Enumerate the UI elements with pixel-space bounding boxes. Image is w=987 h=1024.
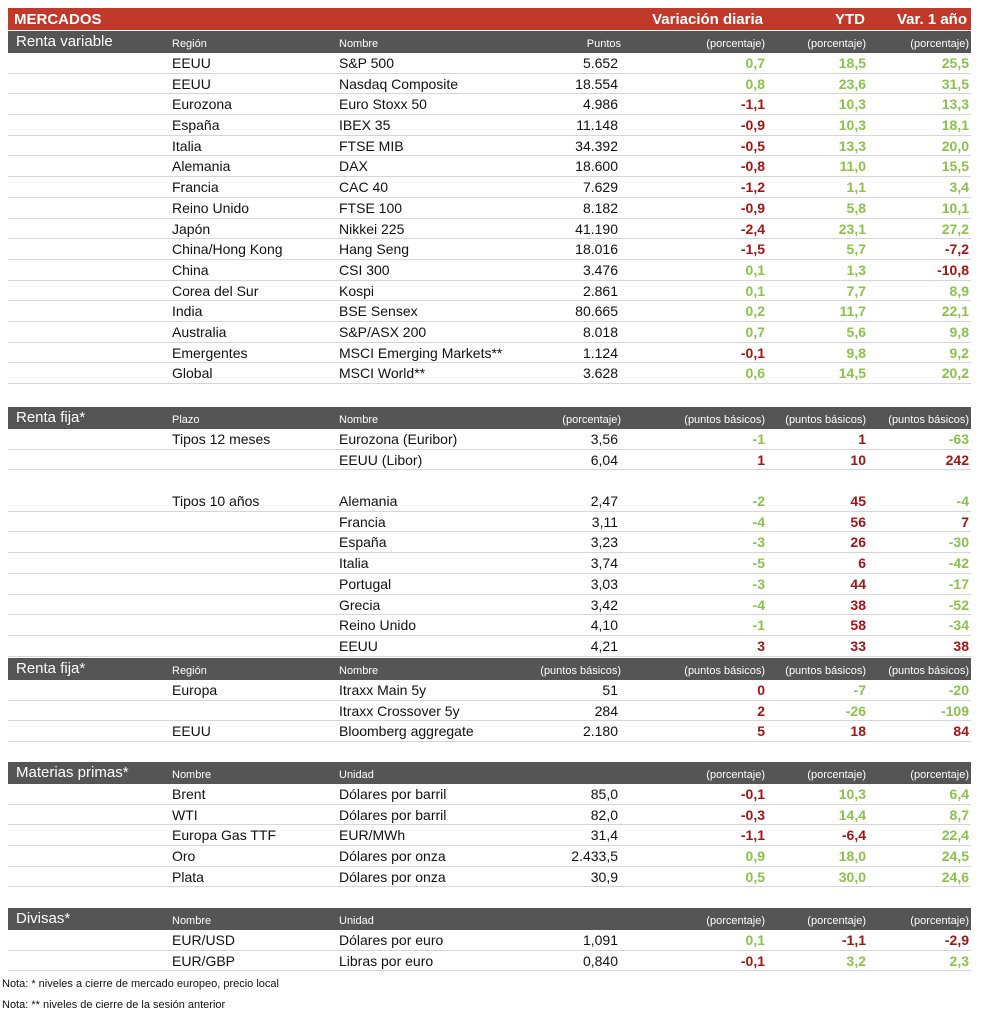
cell-value: 2.180 [582, 723, 618, 740]
cell-label: WTI [172, 806, 198, 823]
table-row [8, 53, 971, 74]
table-row [8, 219, 971, 240]
cell-label: EUR/USD [172, 932, 236, 948]
cell-value: 3,74 [590, 555, 618, 572]
cell-name: Dólares por barril [339, 786, 447, 802]
cell-ytd: 7,7 [846, 282, 866, 299]
cell-year: -20 [948, 682, 969, 698]
cell-daily: -1,2 [740, 179, 765, 196]
cell-value: 85,0 [590, 786, 618, 802]
table-row [8, 281, 971, 302]
table-row [8, 136, 971, 157]
cell-ytd: 14,4 [838, 806, 866, 823]
cell-label: Emergentes [172, 344, 248, 361]
cell-daily: 0,1 [745, 261, 765, 278]
cell-daily: 0,1 [745, 932, 765, 948]
table-row [8, 532, 971, 553]
cell-daily: 0,9 [745, 848, 765, 865]
cell-daily: -0,5 [740, 137, 765, 154]
title-bar [8, 8, 971, 30]
cell-name: Alemania [339, 493, 398, 510]
cell-year: 242 [945, 451, 969, 468]
cell-year: 24,6 [941, 868, 969, 885]
cell-value: 80.665 [575, 303, 618, 320]
cell-value: 3,03 [590, 575, 618, 592]
column-header: Plazo [172, 414, 200, 426]
table-row [8, 177, 971, 198]
cell-year: 22,1 [941, 303, 969, 320]
column-header: (puntos básicos) [684, 414, 765, 426]
cell-ytd: 38 [850, 596, 866, 613]
section-header [8, 908, 971, 930]
cell-ytd: 11,0 [839, 158, 866, 175]
table-row [8, 574, 971, 595]
cell-value: 8.182 [582, 199, 618, 216]
page-title: MERCADOS [14, 11, 102, 28]
section-title: Renta fija* [16, 660, 86, 677]
cell-year: 8,7 [949, 806, 969, 823]
column-header: (puntos básicos) [540, 665, 621, 677]
cell-daily: 0,8 [745, 75, 765, 92]
section-rows [8, 784, 971, 887]
cell-name: BSE Sensex [339, 303, 418, 320]
table-row [8, 930, 971, 951]
column-header: Unidad [339, 915, 374, 927]
footnote: Nota: * niveles a cierre de mercado europeo, precio local [2, 978, 279, 990]
cell-name: IBEX 35 [339, 117, 391, 134]
cell-value: 3.628 [582, 365, 618, 382]
column-header: Unidad [339, 769, 374, 781]
column-header: Región [172, 665, 207, 677]
cell-label: Plata [172, 868, 204, 885]
cell-name: FTSE MIB [339, 137, 404, 154]
column-header: (porcentaje) [910, 769, 969, 781]
cell-year: 15,5 [941, 158, 969, 175]
column-header: (puntos básicos) [888, 665, 969, 677]
table-row [8, 553, 971, 574]
table-row [8, 94, 971, 115]
cell-value: 6,04 [590, 451, 618, 468]
header-var-anual: Var. 1 año [896, 11, 967, 28]
cell-ytd: -6,4 [841, 827, 866, 844]
cell-name: S&P 500 [339, 55, 395, 71]
cell-year: 9,2 [949, 344, 969, 361]
cell-ytd: 9,8 [846, 344, 866, 361]
section-rows [8, 429, 971, 657]
cell-name: Dólares por onza [339, 848, 446, 865]
cell-ytd: 5,6 [846, 323, 866, 340]
table-row [8, 239, 971, 260]
cell-name: Nikkei 225 [339, 220, 405, 237]
cell-label: EEUU [172, 723, 211, 740]
column-header: Nombre [339, 665, 379, 677]
cell-daily: -5 [752, 555, 765, 572]
column-header: (puntos básicos) [785, 414, 866, 426]
cell-name: MSCI World** [339, 365, 426, 382]
cell-daily: 1 [757, 451, 765, 468]
cell-ytd: 58 [850, 617, 866, 634]
cell-year: -63 [948, 431, 969, 447]
cell-label: Tipos 12 meses [172, 431, 271, 447]
cell-ytd: 11,7 [839, 303, 866, 320]
table-row [8, 636, 971, 657]
section-header [8, 658, 971, 680]
section-rows [8, 680, 971, 742]
cell-ytd: 45 [850, 493, 866, 510]
cell-value: 82,0 [590, 806, 618, 823]
cell-label: India [172, 303, 203, 320]
cell-value: 2.861 [582, 282, 618, 299]
cell-daily: -1,1 [740, 96, 765, 113]
cell-daily: -0,9 [740, 199, 765, 216]
cell-year: -52 [948, 596, 969, 613]
cell-year: 20,0 [941, 137, 969, 154]
cell-ytd: 23,1 [838, 220, 866, 237]
cell-year: -10,8 [937, 261, 969, 278]
cell-year: 13,3 [941, 96, 969, 113]
table-row [8, 701, 971, 722]
cell-name: Libras por euro [339, 952, 434, 969]
cell-label: EUR/GBP [172, 952, 236, 969]
cell-year: 10,1 [941, 199, 969, 216]
cell-daily: 2 [757, 702, 765, 719]
cell-label: Francia [172, 179, 219, 196]
header-variacion-diaria: Variación diaria [652, 11, 763, 28]
cell-value: 18.600 [575, 158, 618, 175]
cell-ytd: -26 [845, 702, 866, 719]
cell-value: 2,47 [590, 493, 618, 510]
cell-year: -7,2 [944, 241, 969, 258]
cell-value: 3,42 [590, 596, 618, 613]
section-header [8, 762, 971, 784]
column-header: (porcentaje) [910, 38, 969, 50]
cell-year: 84 [953, 723, 969, 740]
cell-daily: -1 [752, 431, 765, 447]
cell-label: Italia [172, 137, 202, 154]
section-title: Renta variable [16, 33, 113, 50]
cell-ytd: 10,3 [838, 96, 866, 113]
table-row [8, 615, 971, 636]
cell-label: Corea del Sur [172, 282, 259, 299]
header-ytd: YTD [835, 11, 865, 28]
cell-label: España [172, 117, 220, 134]
table-row [8, 156, 971, 177]
column-header: Nombre [339, 38, 379, 50]
cell-label: China/Hong Kong [172, 241, 283, 258]
cell-daily: -2,4 [740, 220, 765, 237]
cell-name: Dólares por euro [339, 932, 444, 948]
cell-daily: 0,1 [745, 282, 765, 299]
cell-value: 18.554 [575, 75, 618, 92]
column-header: (puntos básicos) [785, 665, 866, 677]
cell-year: -4 [956, 493, 969, 510]
table-row [8, 429, 971, 450]
cell-label: Tipos 10 años [172, 493, 260, 510]
cell-label: Eurozona [172, 96, 232, 113]
column-header: (puntos básicos) [888, 414, 969, 426]
cell-label: Australia [172, 323, 227, 340]
cell-year: -42 [948, 555, 969, 572]
cell-name: MSCI Emerging Markets** [339, 344, 503, 361]
cell-daily: 5 [757, 723, 765, 740]
cell-ytd: 14,5 [838, 365, 866, 382]
table-row [8, 450, 971, 471]
cell-daily: -4 [752, 596, 765, 613]
cell-daily: -3 [752, 534, 765, 551]
section-rows [8, 930, 971, 971]
cell-year: 25,5 [941, 55, 969, 71]
cell-name: DAX [339, 158, 368, 175]
cell-value: 1,091 [582, 932, 618, 948]
cell-label: EEUU [172, 55, 211, 71]
column-header: Nombre [172, 915, 212, 927]
cell-year: 31,5 [941, 75, 969, 92]
cell-value: 3.476 [582, 261, 618, 278]
cell-value: 3,11 [591, 513, 618, 530]
cell-daily: 0 [757, 682, 765, 698]
cell-daily: -0,8 [740, 158, 765, 175]
cell-name: Hang Seng [339, 241, 410, 258]
cell-label: Alemania [172, 158, 231, 175]
cell-label: Europa [172, 682, 218, 698]
footnote: Nota: ** niveles de cierre de la sesión anterior [2, 999, 226, 1011]
cell-year: 20,2 [941, 365, 969, 382]
cell-value: 5.652 [582, 55, 618, 71]
cell-name: Itraxx Crossover 5y [339, 702, 460, 719]
table-row [8, 595, 971, 616]
cell-ytd: 18 [850, 723, 866, 740]
table-row [8, 512, 971, 533]
column-header: (porcentaje) [706, 769, 765, 781]
cell-ytd: 10,3 [838, 117, 866, 134]
table-row [8, 784, 971, 805]
cell-name: S&P/ASX 200 [339, 323, 427, 340]
cell-daily: -3 [752, 575, 765, 592]
cell-value: 3,56 [590, 431, 618, 447]
cell-value: 18.016 [575, 241, 618, 258]
cell-year: 7 [961, 513, 969, 530]
cell-daily: -0,9 [740, 117, 765, 134]
cell-daily: 0,6 [745, 365, 765, 382]
cell-daily: 0,7 [745, 55, 765, 71]
cell-name: España [339, 534, 387, 551]
table-row [8, 867, 971, 888]
cell-ytd: 13,3 [838, 137, 866, 154]
table-row [8, 846, 971, 867]
column-header: Nombre [172, 769, 212, 781]
section-header [8, 31, 971, 53]
table-row [8, 322, 971, 343]
table-row [8, 680, 971, 701]
cell-ytd: 3,2 [846, 952, 866, 969]
column-header: (porcentaje) [706, 915, 765, 927]
cell-ytd: 1,1 [846, 179, 866, 196]
cell-daily: -0,3 [740, 806, 765, 823]
cell-ytd: 18,5 [838, 55, 866, 71]
cell-ytd: -7 [853, 682, 866, 698]
cell-name: Grecia [339, 596, 381, 613]
cell-value: 30,9 [590, 868, 618, 885]
table-row [8, 825, 971, 846]
cell-value: 11.148 [576, 117, 618, 134]
section-title: Renta fija* [16, 409, 86, 426]
section-rows [8, 53, 971, 384]
cell-name: EEUU [339, 637, 378, 654]
section-title: Divisas* [16, 910, 71, 927]
cell-value: 1.124 [582, 344, 618, 361]
cell-label: Japón [172, 220, 211, 237]
cell-daily: -0,1 [740, 344, 765, 361]
cell-daily: -1 [752, 617, 765, 634]
cell-value: 2.433,5 [571, 848, 618, 865]
cell-name: EUR/MWh [339, 827, 406, 844]
cell-name: FTSE 100 [339, 199, 403, 216]
cell-year: -34 [948, 617, 969, 634]
cell-ytd: 23,6 [838, 75, 866, 92]
column-header: Región [172, 38, 207, 50]
cell-year: 6,4 [949, 786, 969, 802]
table-row [8, 301, 971, 322]
cell-ytd: 26 [850, 534, 866, 551]
cell-ytd: 33 [850, 637, 866, 654]
cell-year: 18,1 [941, 117, 969, 134]
cell-value: 7.629 [582, 179, 618, 196]
cell-name: Reino Unido [339, 617, 417, 634]
cell-name: Francia [339, 513, 386, 530]
table-row [8, 951, 971, 972]
table-row [8, 805, 971, 826]
cell-ytd: 30,0 [838, 868, 866, 885]
section-header [8, 407, 971, 429]
cell-year: 24,5 [941, 848, 969, 865]
table-row [8, 343, 971, 364]
cell-label: Brent [172, 786, 206, 802]
cell-year: 38 [953, 637, 969, 654]
column-header: Puntos [586, 38, 621, 50]
cell-daily: 0,7 [745, 323, 765, 340]
cell-ytd: 10,3 [838, 786, 866, 802]
table-row [8, 260, 971, 281]
cell-year: -2,9 [944, 932, 969, 948]
cell-daily: 0,2 [745, 303, 765, 320]
cell-value: 31,4 [590, 827, 618, 844]
column-header: (porcentaje) [807, 915, 866, 927]
cell-year: 3,4 [949, 179, 969, 196]
cell-name: Dólares por barril [339, 806, 447, 823]
cell-name: Euro Stoxx 50 [339, 96, 427, 113]
cell-name: CSI 300 [339, 261, 390, 278]
cell-ytd: 1,3 [846, 261, 866, 278]
cell-value: 4.986 [582, 96, 618, 113]
cell-ytd: 56 [850, 513, 866, 530]
column-header: (porcentaje) [706, 38, 765, 50]
cell-year: 8,9 [949, 282, 969, 299]
cell-ytd: 5,8 [846, 199, 866, 216]
cell-label: Oro [172, 848, 196, 865]
cell-value: 51 [602, 682, 618, 698]
cell-name: Kospi [339, 282, 375, 299]
cell-value: 34.392 [575, 137, 618, 154]
cell-year: -109 [940, 702, 969, 719]
cell-name: Itraxx Main 5y [339, 682, 427, 698]
cell-daily: 0,5 [745, 868, 765, 885]
cell-name: Bloomberg aggregate [339, 723, 474, 740]
cell-ytd: 6 [858, 555, 866, 572]
cell-value: 41.190 [575, 220, 618, 237]
cell-year: 2,3 [949, 952, 969, 969]
cell-daily: -0,1 [740, 786, 765, 802]
cell-label: China [172, 261, 209, 278]
cell-name: Dólares por onza [339, 868, 446, 885]
cell-name: EEUU (Libor) [339, 451, 423, 468]
cell-value: 4,21 [590, 637, 618, 654]
column-header: (porcentaje) [910, 915, 969, 927]
cell-year: -30 [948, 534, 969, 551]
cell-daily: -4 [752, 513, 765, 530]
cell-name: Italia [339, 555, 369, 572]
cell-daily: -0,1 [740, 952, 765, 969]
table-row [8, 721, 971, 742]
cell-ytd: 44 [850, 575, 866, 592]
table-row [8, 491, 971, 512]
cell-label: Europa Gas TTF [172, 827, 277, 844]
column-header: Nombre [339, 414, 379, 426]
cell-value: 8.018 [582, 323, 618, 340]
cell-ytd: 5,7 [846, 241, 866, 258]
spacer-row [8, 470, 971, 491]
cell-label: Reino Unido [172, 199, 250, 216]
cell-year: 22,4 [941, 827, 969, 844]
cell-ytd: 10 [850, 451, 866, 468]
column-header: (puntos básicos) [684, 665, 765, 677]
cell-ytd: 18,0 [838, 848, 866, 865]
cell-year: 9,8 [949, 323, 969, 340]
cell-daily: -1,1 [740, 827, 765, 844]
column-header: (porcentaje) [807, 38, 866, 50]
table-row [8, 198, 971, 219]
cell-value: 4,10 [590, 617, 618, 634]
cell-ytd: -1,1 [841, 932, 866, 948]
cell-daily: -1,5 [740, 241, 765, 258]
cell-name: Portugal [339, 575, 392, 592]
table-row [8, 363, 971, 384]
section-title: Materias primas* [16, 764, 129, 781]
cell-value: 0,840 [582, 952, 618, 969]
column-header: (porcentaje) [562, 414, 621, 426]
cell-year: -17 [948, 575, 969, 592]
cell-daily: 3 [757, 637, 765, 654]
cell-daily: -2 [752, 493, 765, 510]
cell-label: Global [172, 365, 213, 382]
cell-name: Nasdaq Composite [339, 75, 459, 92]
cell-value: 284 [594, 702, 618, 719]
cell-label: EEUU [172, 75, 211, 92]
cell-value: 3,23 [590, 534, 618, 551]
cell-year: 27,2 [941, 220, 969, 237]
table-row [8, 115, 971, 136]
table-row [8, 74, 971, 95]
cell-name: Eurozona (Euribor) [339, 431, 458, 447]
column-header: (porcentaje) [807, 769, 866, 781]
cell-ytd: 1 [858, 431, 866, 447]
cell-name: CAC 40 [339, 179, 389, 196]
